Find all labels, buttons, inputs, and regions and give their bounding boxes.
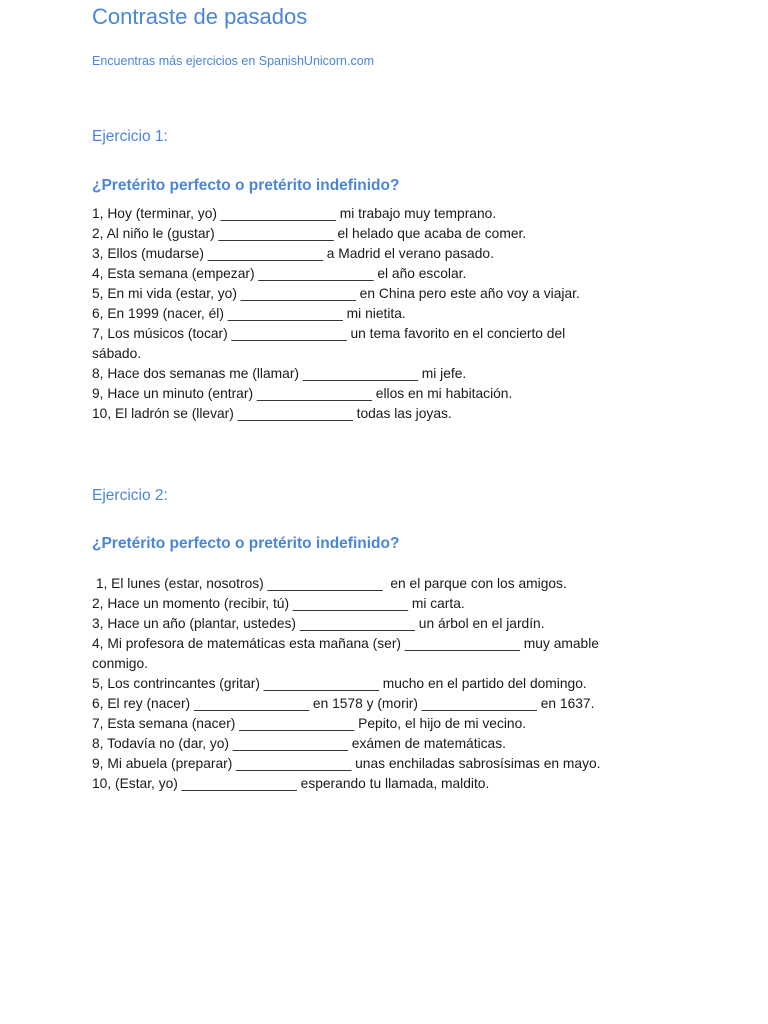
exercise-line: 9, Hace un minuto (entrar) _______________ ellos en mi habitación. bbox=[92, 386, 513, 401]
exercise-line: conmigo. bbox=[92, 656, 148, 671]
exercise-line: 6, El rey (nacer) _______________ en 1578 y (morir) _______________ en 1637. bbox=[92, 696, 595, 711]
exercise-line: 8, Hace dos semanas me (llamar) _______________ mi jefe. bbox=[92, 366, 467, 381]
exercise-line: 8, Todavía no (dar, yo) _______________ exámen de matemáticas. bbox=[92, 736, 506, 751]
exercise-line: 10, (Estar, yo) _______________ esperando tu llamada, maldito. bbox=[92, 776, 490, 791]
exercise-line: 5, En mi vida (estar, yo) _______________ en China pero este año voy a viajar. bbox=[92, 286, 580, 301]
exercise-line: 5, Los contrincantes (gritar) _______________ mucho en el partido del domingo. bbox=[92, 676, 587, 691]
exercise-line: 1, El lunes (estar, nosotros) _______________ en el parque con los amigos. bbox=[92, 576, 567, 591]
exercise-1-question: ¿Pretérito perfecto o pretérito indefinido? bbox=[92, 177, 400, 194]
exercise-line: 3, Ellos (mudarse) _______________ a Madrid el verano pasado. bbox=[92, 246, 494, 261]
exercise-line: 3, Hace un año (plantar, ustedes) _______________ un árbol en el jardín. bbox=[92, 616, 545, 631]
exercise-2-list bbox=[92, 574, 692, 794]
exercise-line: 1, Hoy (terminar, yo) _______________ mi trabajo muy temprano. bbox=[92, 206, 497, 221]
exercise-2-question: ¿Pretérito perfecto o pretérito indefinido? bbox=[92, 535, 400, 552]
exercise-line: 7, Esta semana (nacer) _______________ Pepito, el hijo de mi vecino. bbox=[92, 716, 527, 731]
exercise-line: 4, Esta semana (empezar) _______________ el año escolar. bbox=[92, 266, 467, 281]
exercise-1-list bbox=[92, 204, 692, 424]
exercise-line: sábado. bbox=[92, 346, 142, 361]
exercise-line: 2, Al niño le (gustar) _______________ el helado que acaba de comer. bbox=[92, 226, 527, 241]
exercise-line: 4, Mi profesora de matemáticas esta mañana (ser) _______________ muy amable bbox=[92, 636, 599, 651]
exercise-line: 7, Los músicos (tocar) _______________ un tema favorito en el concierto del bbox=[92, 326, 566, 341]
exercise-1-heading: Ejercicio 1: bbox=[92, 128, 168, 145]
document-title: Contraste de pasados bbox=[92, 4, 308, 29]
document-subtitle: Encuentras más ejercicios en SpanishUnicorn.com bbox=[92, 54, 375, 68]
exercise-line: 2, Hace un momento (recibir, tú) _______________ mi carta. bbox=[92, 596, 465, 611]
exercise-line: 10, El ladrón se (llevar) _______________ todas las joyas. bbox=[92, 406, 452, 421]
exercise-line: 9, Mi abuela (preparar) _______________ unas enchiladas sabrosísimas en mayo. bbox=[92, 756, 601, 771]
exercise-2-heading: Ejercicio 2: bbox=[92, 487, 168, 504]
exercise-line: 6, En 1999 (nacer, él) _______________ mi nietita. bbox=[92, 306, 406, 321]
